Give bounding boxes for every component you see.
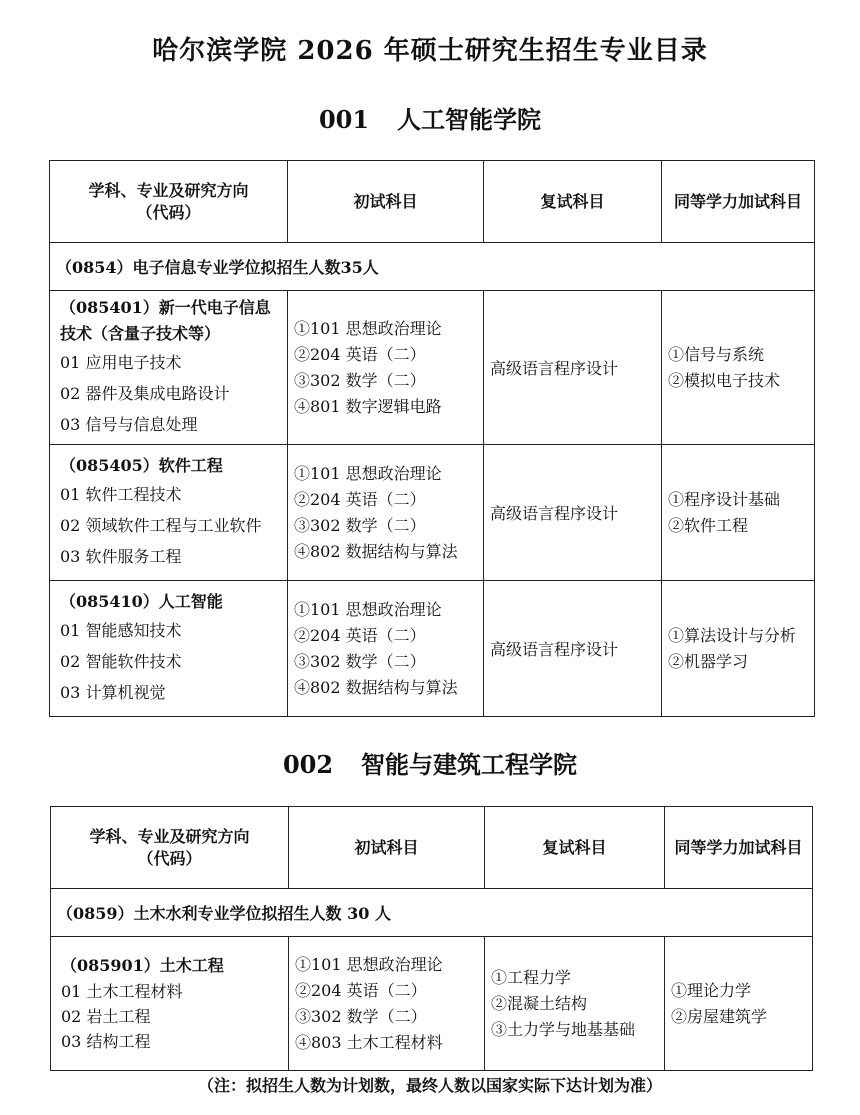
extra-subject: ①程序设计基础 xyxy=(668,489,781,509)
section-code: 001 xyxy=(318,105,370,134)
exam-subject: ④803 土木工程材料 xyxy=(295,1032,443,1052)
table-header-row xyxy=(51,807,813,889)
exam-cell xyxy=(289,937,485,1071)
table-header-row xyxy=(50,161,815,243)
retest-cell xyxy=(484,291,662,445)
extra-subject: ②模拟电子技术 xyxy=(668,370,781,390)
section-name: 人工智能学院 xyxy=(397,105,542,134)
extra-subject: ①理论力学 xyxy=(671,980,752,1000)
retest-subject: 高级语言程序设计 xyxy=(490,640,619,659)
section-code: 002 xyxy=(282,750,334,779)
direction-item: 01 软件工程技术 xyxy=(60,485,182,504)
retest-cell xyxy=(485,937,665,1071)
table-row xyxy=(50,445,815,581)
section-name: 智能与建筑工程学院 xyxy=(361,750,578,779)
header-initial-exam: 初试科目 xyxy=(288,161,484,243)
header-extra-exam: 同等学力加试科目 xyxy=(662,161,815,243)
extra-subject: ②房屋建筑学 xyxy=(671,1006,768,1026)
exam-subject: ②204 英语（二） xyxy=(295,980,427,1000)
direction-item: 03 计算机视觉 xyxy=(60,683,166,702)
program-cell xyxy=(50,291,288,445)
program-title: （085401）新一代电子信息 技术（含量子技术等） xyxy=(60,298,271,343)
exam-subject: ④802 数据结构与算法 xyxy=(294,541,458,561)
document-title: 哈尔滨学院 2026 年硕士研究生招生专业目录 xyxy=(152,36,708,66)
exam-cell xyxy=(288,445,484,581)
direction-item: 03 结构工程 xyxy=(61,1032,151,1051)
exam-subject: ①101 思想政治理论 xyxy=(294,599,442,619)
program-cell xyxy=(50,445,288,581)
exam-subject: ③302 数学（二） xyxy=(295,1006,427,1026)
table-row xyxy=(51,937,813,1071)
program-title: （085410）人工智能 xyxy=(60,592,223,611)
exam-cell xyxy=(288,291,484,445)
degree-row: （0854）电子信息专业学位拟招生人数35人 xyxy=(50,243,815,291)
degree-row: （0859）土木水利专业学位拟招生人数 30 人 xyxy=(51,889,813,937)
header-retest: 复试科目 xyxy=(484,161,662,243)
exam-subject: ①101 思想政治理论 xyxy=(294,318,442,338)
header-subject: 学科、专业及研究方向 （代码） xyxy=(50,161,288,243)
header-initial-exam: 初试科目 xyxy=(289,807,485,889)
retest-cell xyxy=(484,581,662,717)
exam-subject: ①101 思想政治理论 xyxy=(295,954,443,974)
section-title-001 xyxy=(0,100,860,135)
extra-subject: ②软件工程 xyxy=(668,515,749,535)
direction-item: 02 领域软件工程与工业软件 xyxy=(60,516,262,535)
extra-exam-cell xyxy=(662,445,815,581)
exam-subject: ③302 数学（二） xyxy=(294,370,426,390)
extra-subject: ②机器学习 xyxy=(668,651,749,671)
footnote: （注：拟招生人数为计划数，最终人数以国家实际下达计划为准） xyxy=(197,1076,662,1095)
exam-subject: ④802 数据结构与算法 xyxy=(294,677,458,697)
table-row xyxy=(50,581,815,717)
retest-subject: ②混凝土结构 xyxy=(491,993,588,1013)
header-subject: 学科、专业及研究方向 （代码） xyxy=(51,807,289,889)
exam-subject: ②204 英语（二） xyxy=(294,344,426,364)
direction-item: 03 软件服务工程 xyxy=(60,547,182,566)
extra-exam-cell xyxy=(662,291,815,445)
program-title: （085405）软件工程 xyxy=(60,456,223,475)
direction-item: 01 土木工程材料 xyxy=(61,982,183,1001)
extra-subject: ①信号与系统 xyxy=(668,344,765,364)
section-title-002 xyxy=(0,745,860,780)
exam-subject: ②204 英语（二） xyxy=(294,489,426,509)
exam-subject: ②204 英语（二） xyxy=(294,625,426,645)
retest-subject: 高级语言程序设计 xyxy=(490,359,619,378)
exam-subject: ③302 数学（二） xyxy=(294,515,426,535)
table-row xyxy=(50,291,815,445)
retest-subject: ①工程力学 xyxy=(491,967,572,987)
retest-cell xyxy=(484,445,662,581)
program-title: （085901）土木工程 xyxy=(61,956,224,975)
catalog-table-002 xyxy=(50,806,813,1071)
exam-subject: ①101 思想政治理论 xyxy=(294,463,442,483)
exam-cell xyxy=(288,581,484,717)
direction-item: 03 信号与信息处理 xyxy=(60,415,198,434)
header-extra-exam: 同等学力加试科目 xyxy=(665,807,813,889)
direction-item: 02 智能软件技术 xyxy=(60,652,182,671)
program-cell xyxy=(51,937,289,1071)
program-cell xyxy=(50,581,288,717)
exam-subject: ③302 数学（二） xyxy=(294,651,426,671)
retest-subject: ③土力学与地基基础 xyxy=(491,1019,636,1039)
extra-subject: ①算法设计与分析 xyxy=(668,625,797,645)
exam-subject: ④801 数字逻辑电路 xyxy=(294,396,442,416)
direction-item: 01 智能感知技术 xyxy=(60,621,182,640)
retest-subject: 高级语言程序设计 xyxy=(490,504,619,523)
direction-item: 02 岩土工程 xyxy=(61,1007,151,1026)
direction-item: 01 应用电子技术 xyxy=(60,353,182,372)
direction-item: 02 器件及集成电路设计 xyxy=(60,384,230,403)
extra-exam-cell xyxy=(665,937,813,1071)
header-retest: 复试科目 xyxy=(485,807,665,889)
extra-exam-cell xyxy=(662,581,815,717)
catalog-table-001 xyxy=(49,160,815,717)
